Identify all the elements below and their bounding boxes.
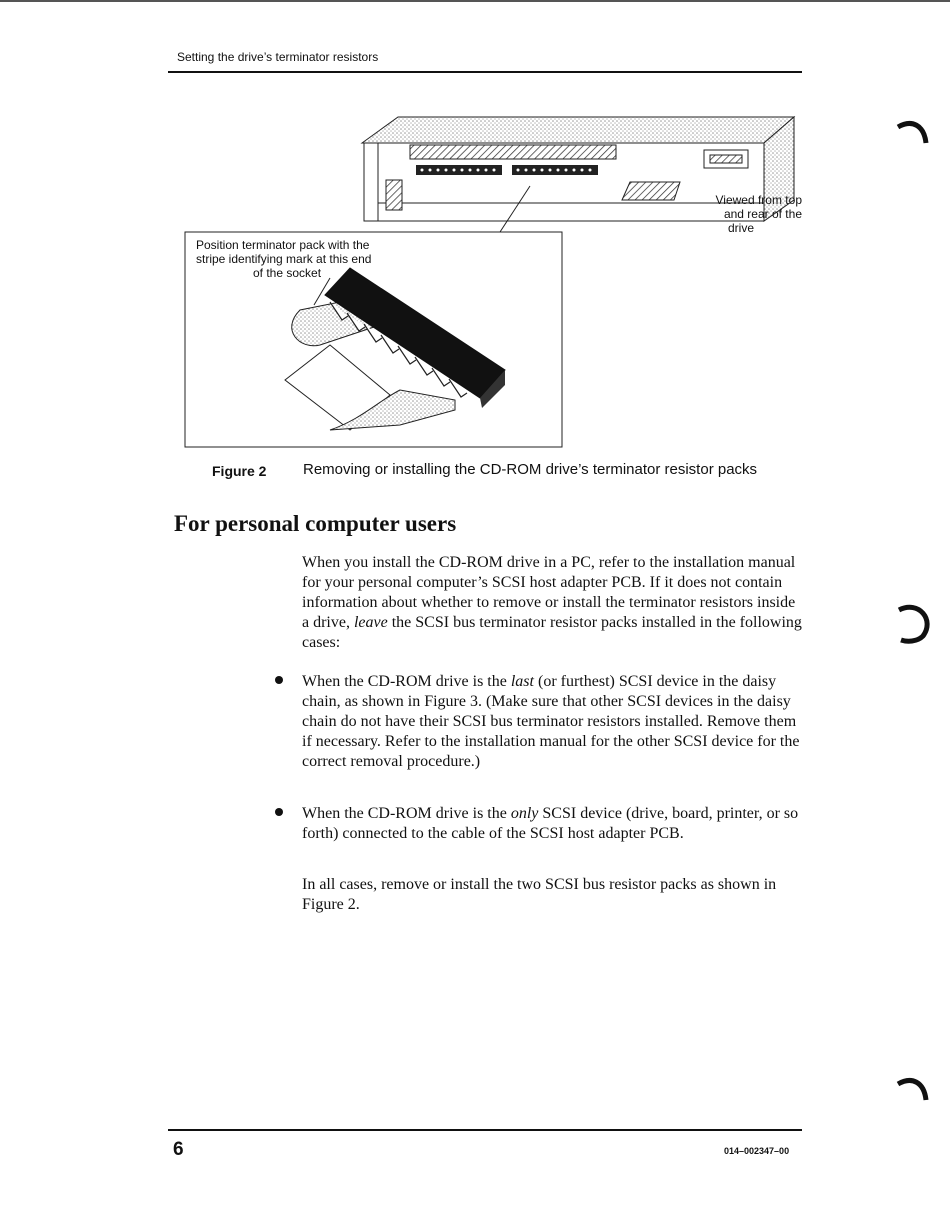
bullet-marker xyxy=(275,676,283,684)
page-number: 6 xyxy=(173,1139,184,1160)
binder-hole-mark xyxy=(894,1070,934,1120)
text-run: When the CD-ROM drive is the xyxy=(302,673,511,690)
intro-paragraph xyxy=(302,553,802,653)
callout-label xyxy=(196,238,396,280)
closing-paragraph: In all cases, remove or install the two SCSI bus resistor packs as shown in Figure 2. xyxy=(302,876,777,913)
bullet-marker xyxy=(275,808,283,816)
callout-line-2: stripe identifying mark at this end xyxy=(196,252,372,266)
running-header: Setting the drive’s terminator resistors xyxy=(177,50,379,64)
drive-illustration xyxy=(0,0,950,460)
footer-rule xyxy=(168,1129,802,1131)
document-number: 014–002347–00 xyxy=(724,1146,790,1156)
section-heading: For personal computer users xyxy=(174,511,457,536)
figure-number: Figure 2 xyxy=(212,463,267,479)
text-run: (or furthest) SCSI device in the daisy chain, as shown in Figure 3. (Make sure that other SCSI devices in the daisy chain do not have their SCSI bus terminator resistors installed. Remove them if necessary. Refer to the installation manual for the other SCSI device for the correct removal procedure.) xyxy=(302,673,800,770)
text-run: When the CD-ROM drive is the xyxy=(302,805,511,822)
text-run: When you install the CD-ROM drive in a PC, refer to the installation manual for your personal computer’s SCSI host adapter PCB. If it does not contain information about whether to remove or install the terminator resistors inside a drive, xyxy=(302,554,796,631)
text-run: last xyxy=(510,673,534,690)
view-label-line-2: and rear of the xyxy=(723,207,802,221)
figure-2 xyxy=(0,0,950,460)
text-run: only xyxy=(510,805,539,822)
binder-hole-mark xyxy=(894,115,934,165)
callout-line-3: of the socket xyxy=(253,266,322,280)
bullet-item-last-device xyxy=(302,672,802,772)
text-run: the SCSI bus terminator resistor packs installed in the following cases: xyxy=(302,614,802,651)
view-label-line-3: drive xyxy=(727,221,754,235)
binder-hole-mark xyxy=(895,600,935,650)
callout-line-1: Position terminator pack with the xyxy=(196,238,370,252)
figure-caption-text: Removing or installing the CD-ROM drive’s terminator resistor packs xyxy=(303,461,758,478)
text-run: leave xyxy=(353,614,388,631)
view-label-line-1: Viewed from top xyxy=(715,193,802,207)
text-run: SCSI device (drive, board, printer, or so forth) connected to the cable of the SCSI host adapter PCB. xyxy=(302,805,799,842)
bullet-item-only-device xyxy=(302,804,802,844)
view-label xyxy=(680,193,802,235)
